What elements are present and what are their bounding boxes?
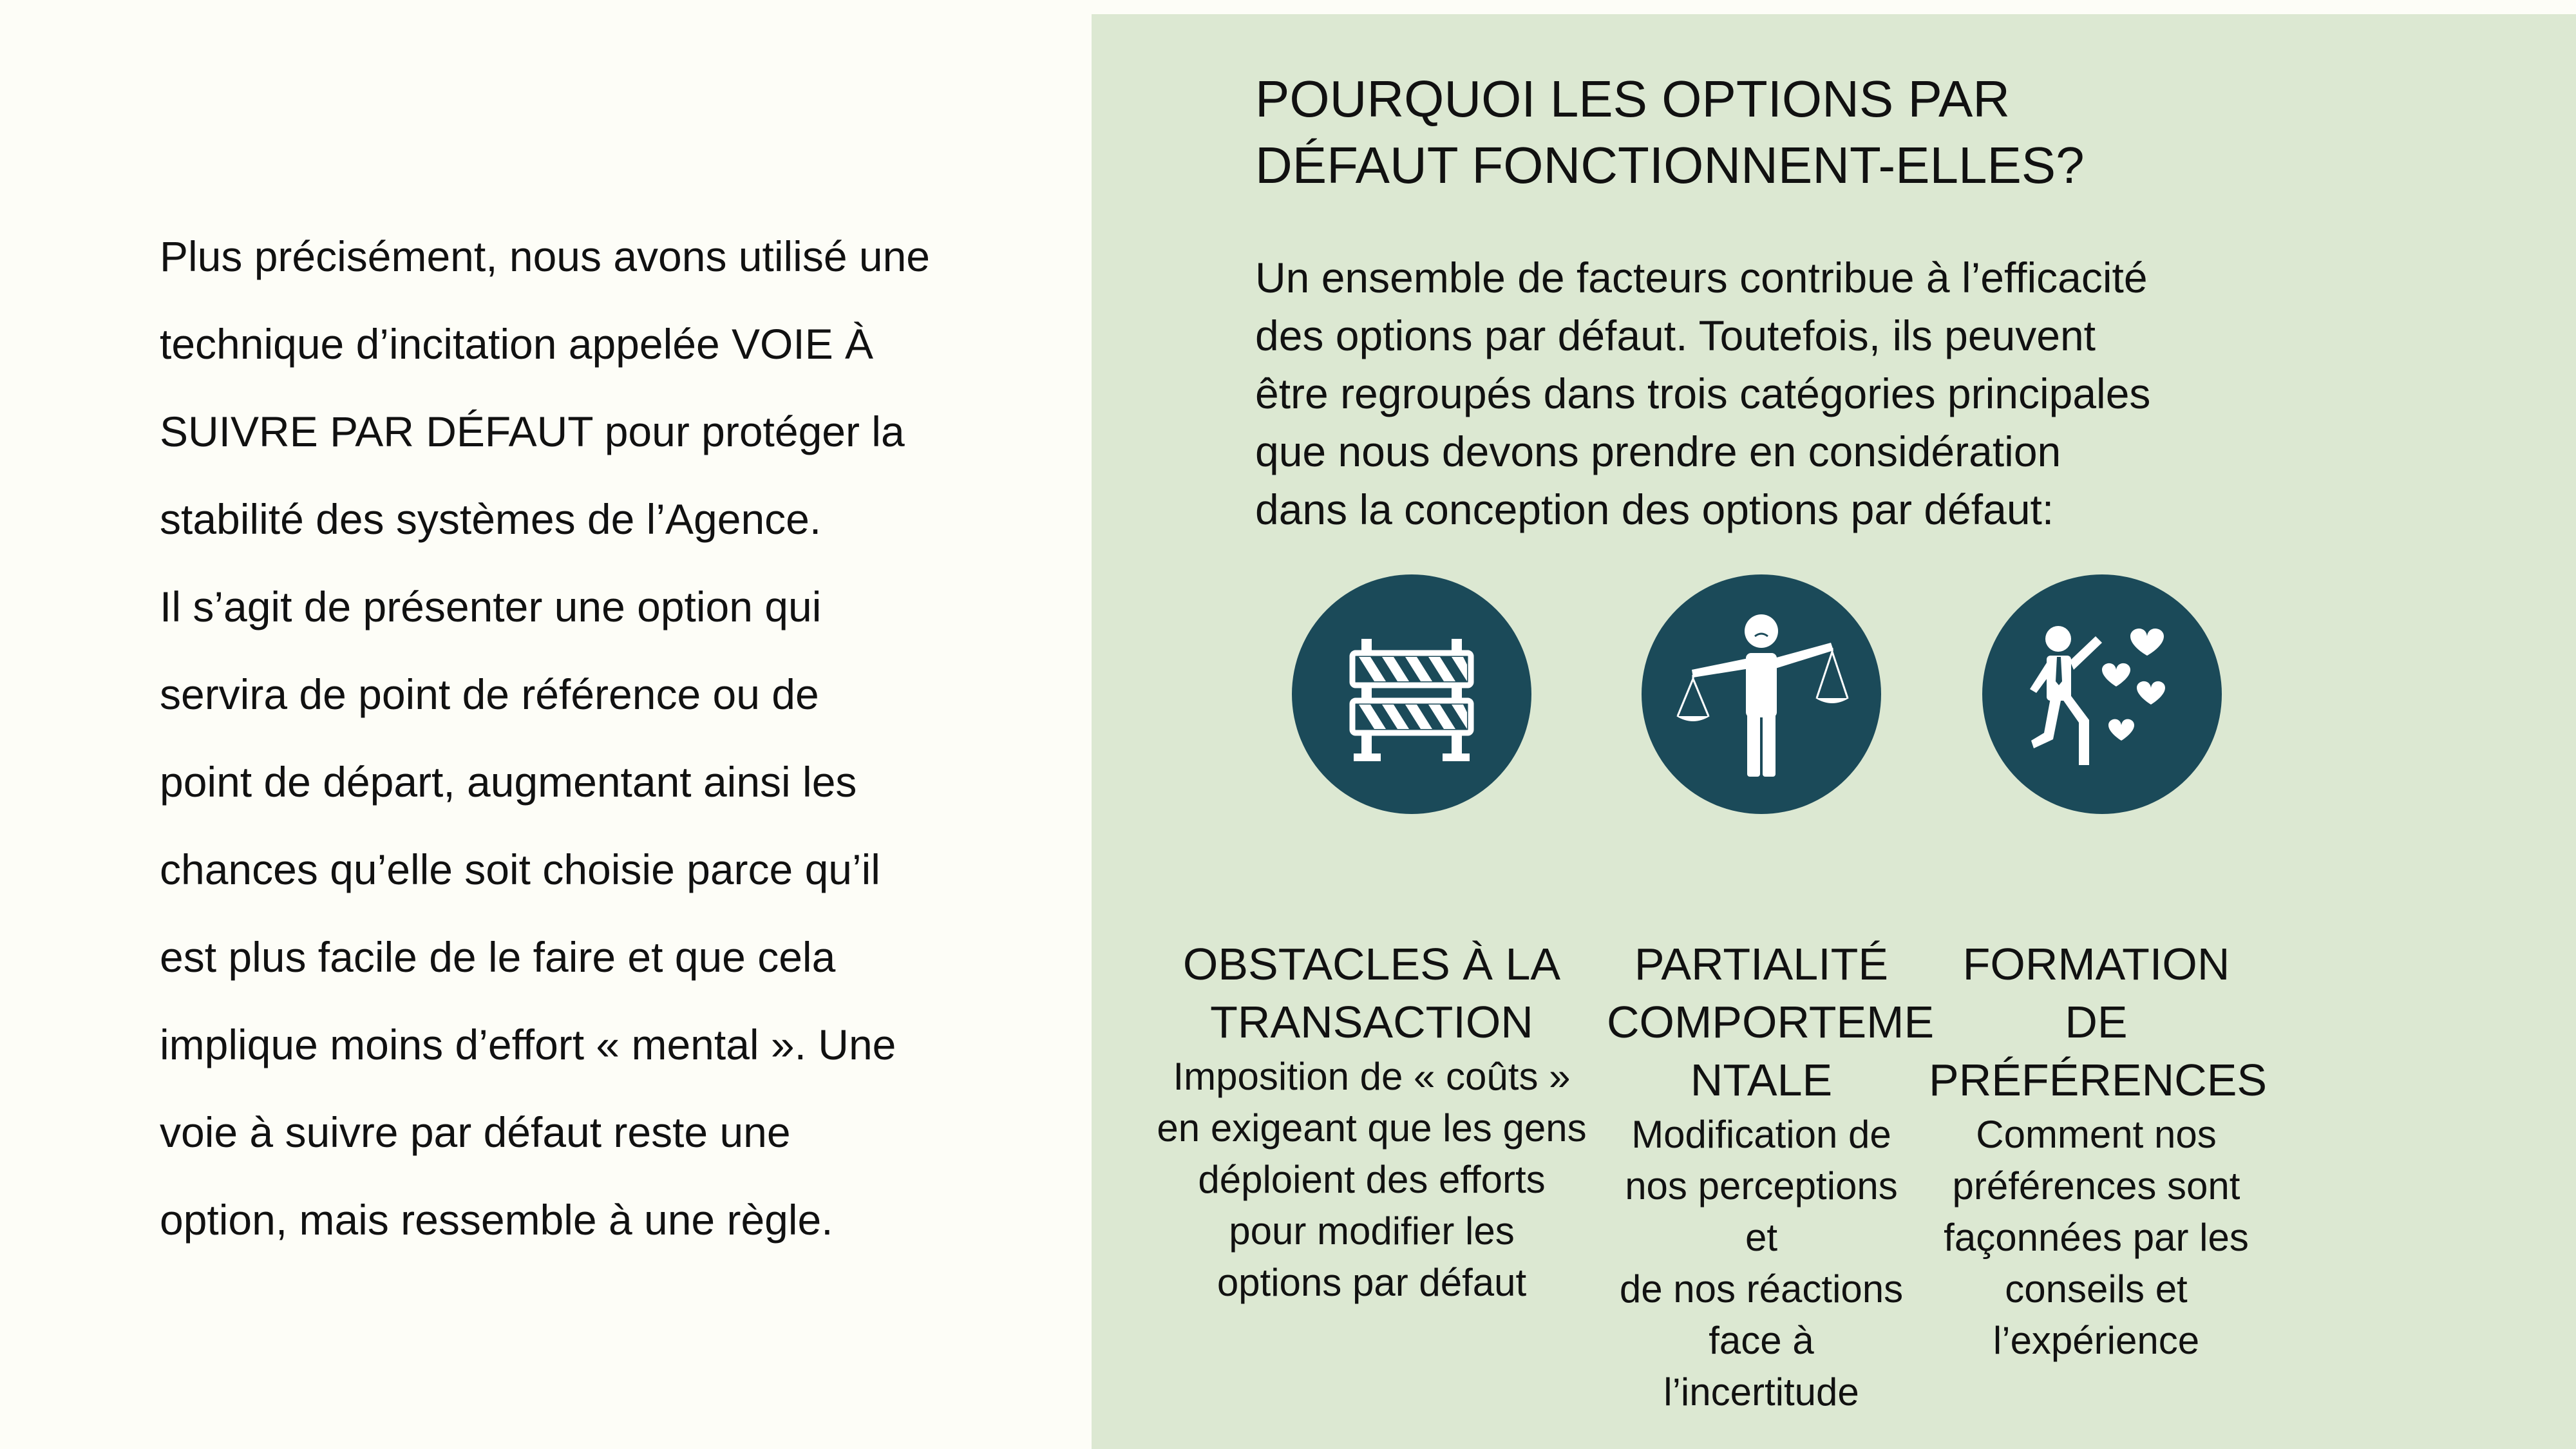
category-title — [1929, 935, 2268, 1109]
category-description — [1607, 1109, 1916, 1418]
left-line: implique moins d’effort « mental ». Une — [160, 1021, 896, 1068]
category-desc-line: conseils et — [2005, 1267, 2188, 1311]
category-description — [1929, 1109, 2264, 1367]
left-line: voie à suivre par défaut reste une — [160, 1108, 791, 1156]
category-desc-line: Modification de — [1631, 1113, 1891, 1156]
category-desc-line: façonnées par les — [1944, 1216, 2249, 1259]
category-title — [1607, 935, 1935, 1109]
person-hearts-icon — [1982, 574, 2222, 814]
category-title-line: DE — [2065, 997, 2128, 1047]
left-line: technique d’incitation appelée VOIE À — [160, 320, 874, 368]
category-title-line: TRANSACTION — [1210, 997, 1533, 1047]
category-title — [1150, 935, 1594, 1051]
left-line: servira de point de référence ou de — [160, 670, 819, 718]
left-line: Plus précisément, nous avons utilisé une — [160, 232, 930, 280]
category-desc-line: l’expérience — [1993, 1319, 2200, 1362]
category-behavioral-bias — [1607, 935, 1935, 1418]
info-panel — [1092, 14, 2576, 1449]
panel-title — [1255, 66, 2479, 198]
category-title-line: FORMATION — [1962, 939, 2230, 989]
left-line: est plus facile de le faire et que cela — [160, 933, 836, 981]
left-line: point de départ, augmentant ainsi les — [160, 758, 857, 806]
category-description — [1150, 1051, 1594, 1309]
category-preferences — [1929, 935, 2268, 1367]
panel-intro — [1255, 249, 2350, 538]
category-desc-line: face à l’incertitude — [1663, 1319, 1859, 1414]
category-desc-line: nos perceptions et — [1625, 1164, 1898, 1259]
left-line: SUIVRE PAR DÉFAUT pour protéger la — [160, 408, 905, 455]
left-line: chances qu’elle soit choisie parce qu’il — [160, 846, 880, 893]
category-title-line: PRÉFÉRENCES — [1929, 1055, 2268, 1105]
category-desc-line: Comment nos — [1976, 1113, 2217, 1156]
intro-line: Un ensemble de facteurs contribue à l’efficacité — [1255, 254, 2148, 301]
left-line: option, mais ressemble à une règle. — [160, 1196, 833, 1244]
category-desc-line: Imposition de « coûts » — [1173, 1055, 1571, 1098]
category-title-line: OBSTACLES À LA — [1182, 939, 1561, 989]
panel-title-line: DÉFAUT FONCTIONNENT-ELLES? — [1255, 137, 2085, 194]
category-desc-line: de nos réactions — [1619, 1267, 1904, 1311]
panel-title-line: POURQUOI LES OPTIONS PAR — [1255, 70, 2011, 128]
category-title-line: COMPORTEME — [1607, 997, 1935, 1047]
left-body-text — [160, 213, 997, 1264]
category-desc-line: pour modifier les — [1229, 1209, 1515, 1253]
category-title-line: NTALE — [1690, 1055, 1833, 1105]
category-title-line: PARTIALITÉ — [1634, 939, 1889, 989]
intro-line: dans la conception des options par défaut: — [1255, 486, 2054, 533]
intro-line: que nous devons prendre en considération — [1255, 428, 2061, 475]
intro-line: être regroupés dans trois catégories principales — [1255, 370, 2151, 417]
person-scales-icon — [1642, 574, 1881, 814]
category-desc-line: préférences sont — [1952, 1164, 2240, 1208]
category-transaction — [1150, 935, 1594, 1309]
left-line: Il s’agit de présenter une option qui — [160, 583, 822, 630]
intro-line: des options par défaut. Toutefois, ils peuvent — [1255, 312, 2096, 359]
category-desc-line: en exigeant que les gens — [1157, 1106, 1587, 1150]
left-line: stabilité des systèmes de l’Agence. — [160, 495, 822, 543]
category-desc-line: options par défaut — [1217, 1261, 1527, 1304]
barrier-icon — [1292, 574, 1531, 814]
category-desc-line: déploient des efforts — [1198, 1158, 1546, 1201]
